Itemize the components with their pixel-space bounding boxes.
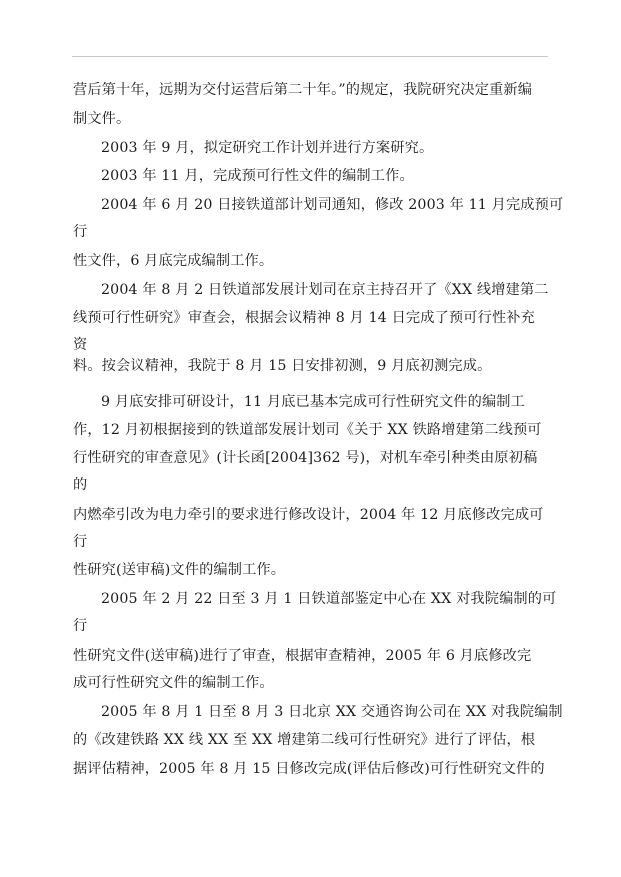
text-line: 行 bbox=[73, 618, 88, 634]
text-line: 据评估精神，2005 年 8 月 15 日修改完成(评估后修改)可行性研究文件的 bbox=[73, 761, 545, 777]
text-line: 2003 年 9 月，拟定研究工作计划并进行方案研究。 bbox=[101, 140, 434, 156]
text-line: 营后第十年，远期为交付运营后第二十年。”的规定，我院研究决定重新编 bbox=[73, 82, 533, 98]
text-line: 行性研究的审查意见》(计长函[2004]362 号)，对机车牵引种类由原初稿 bbox=[73, 450, 538, 466]
text-line: 性研究文件(送审稿)进行了审查，根据审查精神，2005 年 6 月底修改完 bbox=[73, 648, 532, 664]
text-line: 资 bbox=[73, 337, 88, 353]
header-rule bbox=[72, 56, 548, 57]
text-line: 行 bbox=[73, 534, 88, 550]
text-line: 2005 年 8 月 1 日至 8 月 3 日北京 XX 交通咨询公司在 XX 对我院编制 bbox=[101, 704, 563, 720]
text-line: 行 bbox=[73, 224, 88, 240]
text-line: 内燃牵引改为电力牵引的要求进行修改设计，2004 年 12 月底修改完成可 bbox=[73, 507, 544, 523]
text-line: 9 月底安排可研设计，11 月底已基本完成可行性研究文件的编制工 bbox=[101, 394, 525, 410]
text-line: 性文件，6 月底完成编制工作。 bbox=[73, 253, 274, 269]
text-line: 的 bbox=[73, 477, 88, 493]
text-line: 的《改建铁路 XX 线 XX 至 XX 增建第二线可行性研究》进行了评估，根 bbox=[73, 732, 536, 748]
text-line: 作，12 月初根据接到的铁道部发展计划司《关于 XX 铁路增建第二线预可 bbox=[73, 422, 542, 438]
text-line: 2005 年 2 月 22 日至 3 月 1 日铁道部鉴定中心在 XX 对我院编制的可 bbox=[101, 591, 557, 607]
text-line: 料。按会议精神，我院于 8 月 15 日安排初测，9 月底初测完成。 bbox=[73, 358, 492, 374]
text-line: 2004 年 8 月 2 日铁道部发展计划司在京主持召开了《XX 线增建第二 bbox=[101, 282, 549, 298]
text-line: 2004 年 6 月 20 日接铁道部计划司通知，修改 2003 年 11 月完成预可 bbox=[101, 197, 564, 213]
text-line: 制文件。 bbox=[73, 111, 131, 127]
text-line: 线预可行性研究》审查会，根据会议精神 8 月 14 日完成了预可行性补充 bbox=[73, 310, 535, 326]
text-line: 性研究(送审稿)文件的编制工作。 bbox=[73, 562, 286, 578]
text-line: 2003 年 11 月，完成预可行性文件的编制工作。 bbox=[101, 168, 414, 184]
text-line: 成可行性研究文件的编制工作。 bbox=[73, 675, 274, 691]
